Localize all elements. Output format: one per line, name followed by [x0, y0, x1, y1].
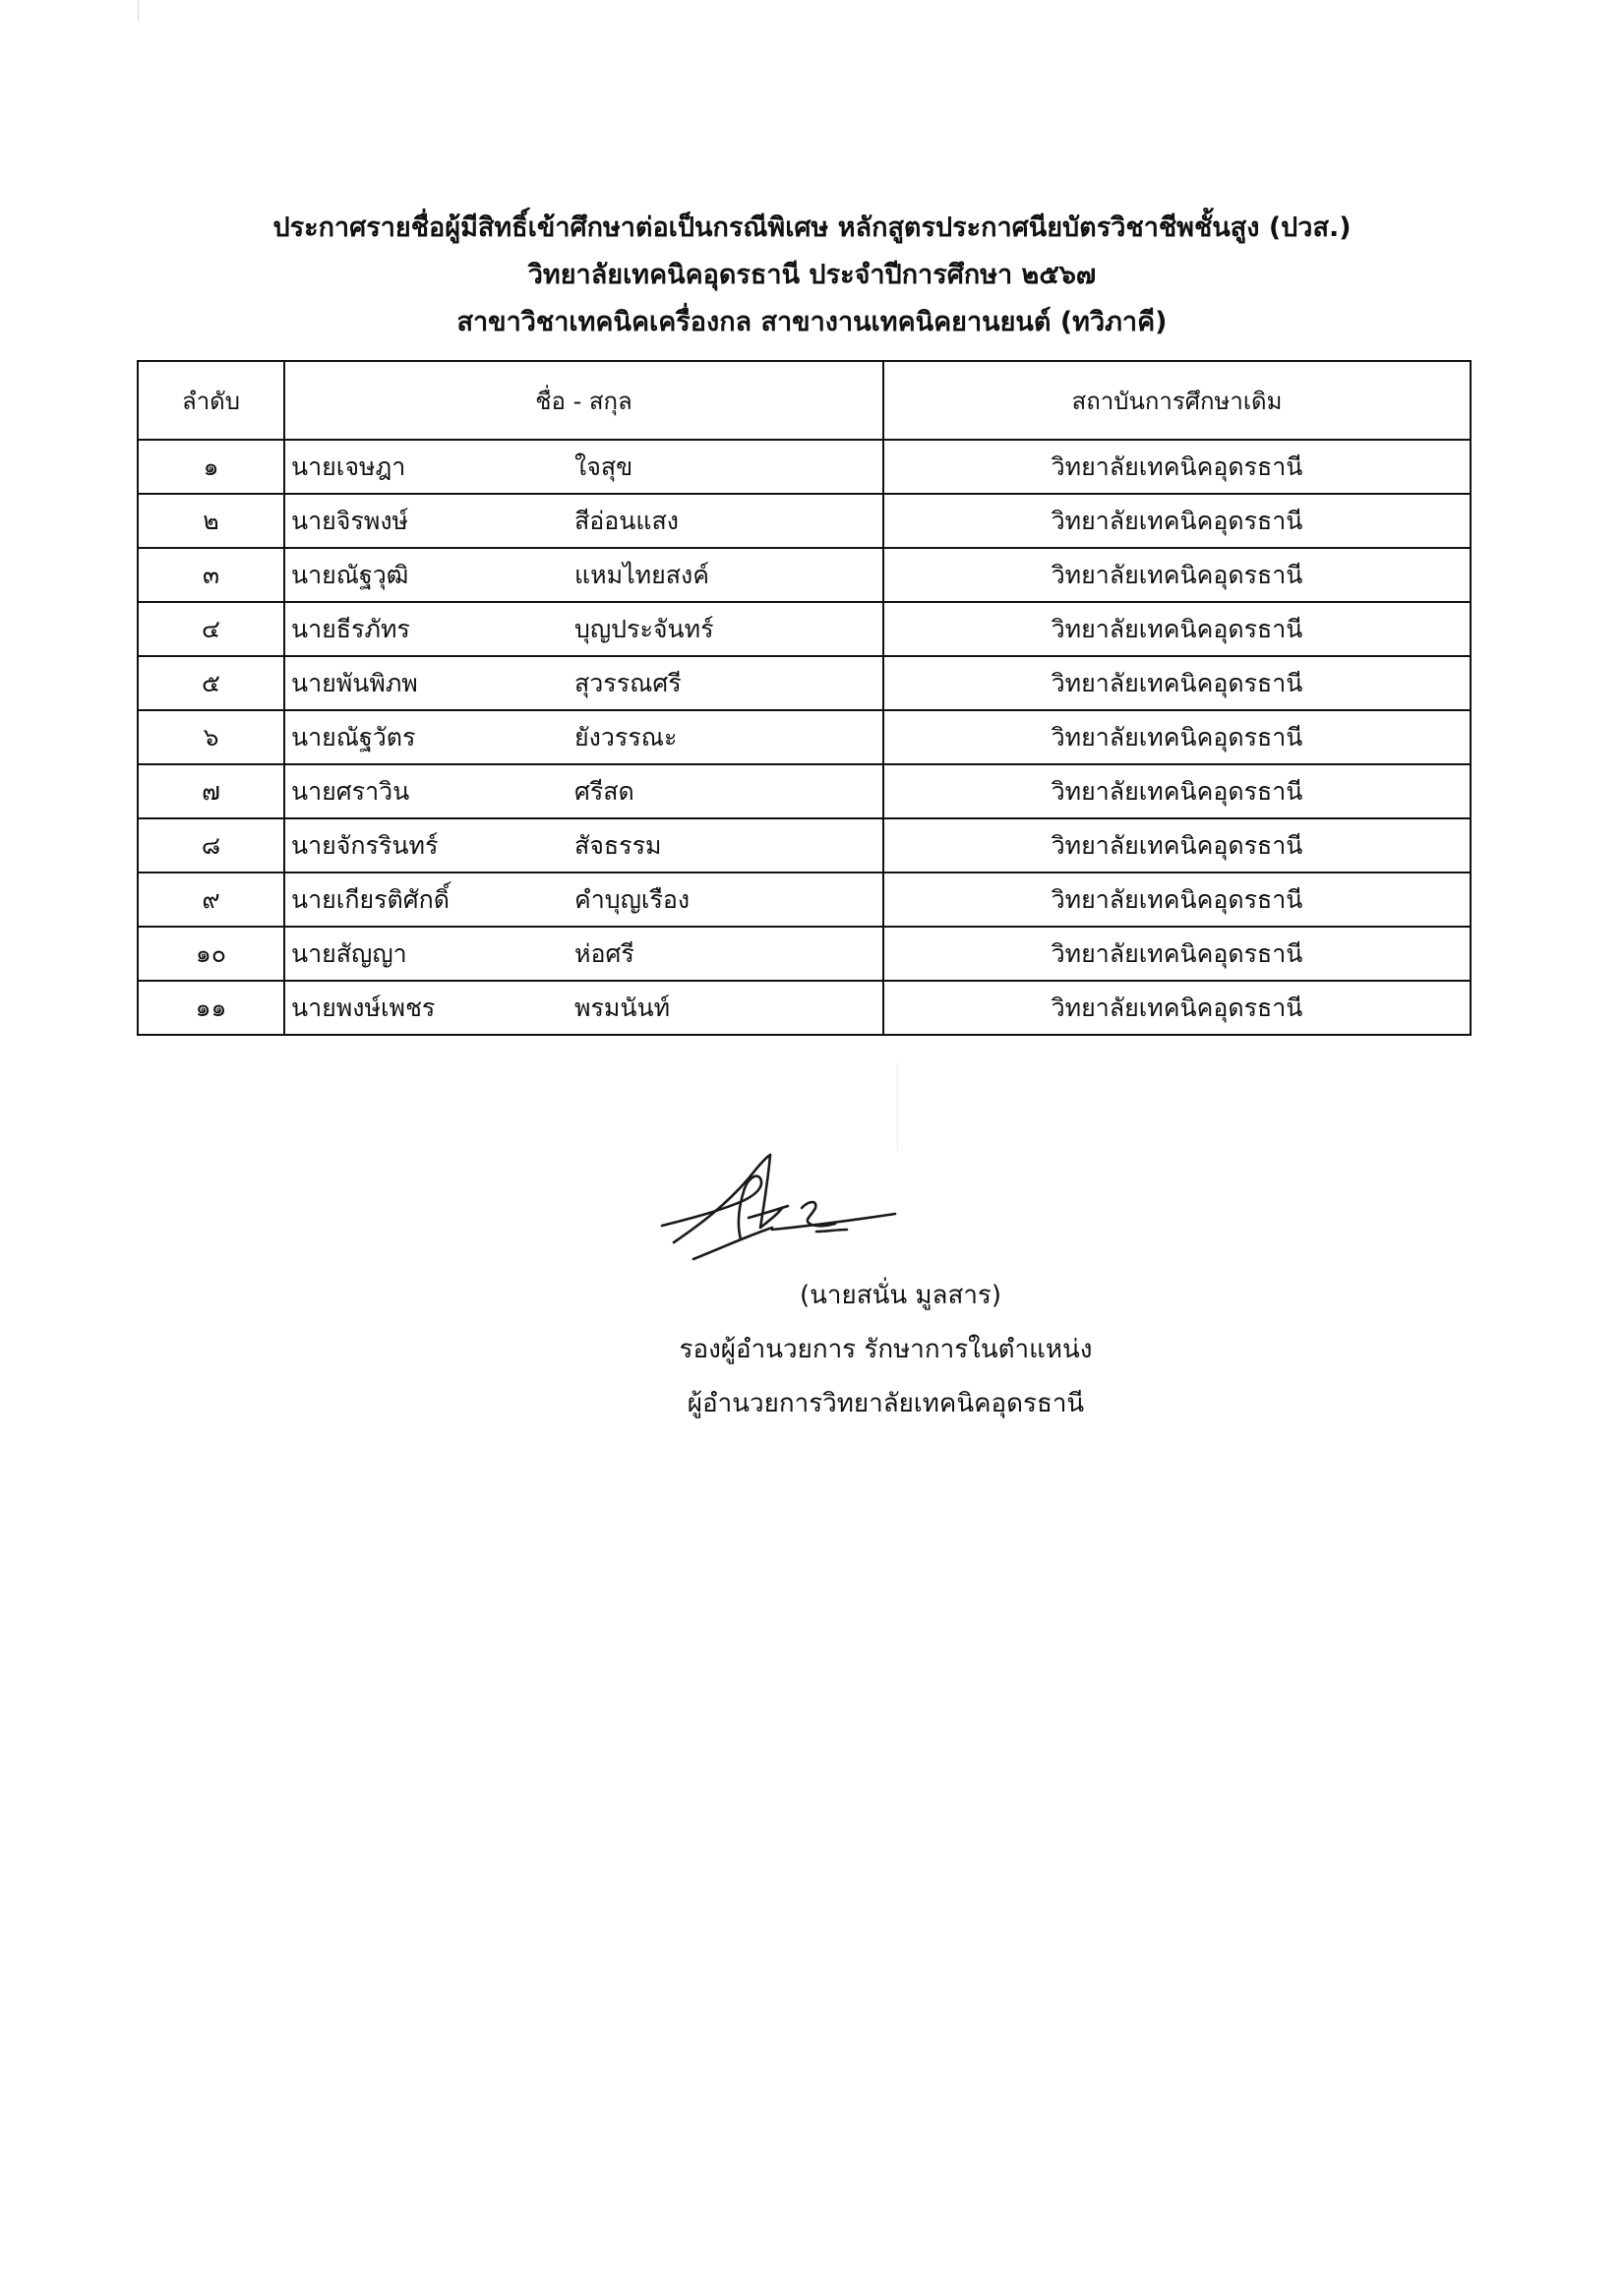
previous-institution: วิทยาลัยเทคนิคอุดรธานี [883, 602, 1471, 656]
previous-institution: วิทยาลัยเทคนิคอุดรธานี [883, 656, 1471, 710]
row-number: ๑๐ [138, 927, 284, 981]
student-last-name: ใจสุข [574, 452, 633, 481]
student-last-name: พรมนันท์ [574, 993, 671, 1022]
table-row [138, 440, 1471, 494]
table-row [138, 494, 1471, 548]
table-row [138, 873, 1471, 927]
student-first-name: นายจักรรินทร์ [291, 830, 439, 860]
scan-artifact [138, 0, 139, 22]
row-number: ๑ [138, 440, 284, 494]
previous-institution: วิทยาลัยเทคนิคอุดรธานี [883, 440, 1471, 494]
row-number: ๙ [138, 873, 284, 927]
previous-institution: วิทยาลัยเทคนิคอุดรธานี [883, 710, 1471, 764]
student-name [284, 981, 883, 1035]
row-number: ๓ [138, 548, 284, 602]
student-list-table [137, 360, 1472, 1036]
table-body [138, 440, 1471, 1035]
previous-institution: วิทยาลัยเทคนิคอุดรธานี [883, 927, 1471, 981]
student-first-name: นายศราวิน [291, 776, 410, 806]
table-row [138, 548, 1471, 602]
student-first-name: นายเกียรติศักดิ์ [291, 884, 451, 914]
row-number: ๑๑ [138, 981, 284, 1035]
student-name [284, 927, 883, 981]
student-last-name: ห่อศรี [574, 938, 634, 968]
student-last-name: แหมไทยสงค์ [574, 560, 709, 589]
row-number: ๗ [138, 764, 284, 818]
student-first-name: นายจิรพงษ์ [291, 506, 409, 535]
table-header-row [138, 361, 1471, 440]
student-name [284, 656, 883, 710]
student-first-name: นายพันพิภพ [291, 668, 418, 697]
student-last-name: สุวรรณศรี [574, 668, 682, 697]
student-last-name: บุญประจันทร์ [574, 614, 714, 643]
signer-position-acting-for: ผู้อำนวยการวิทยาลัยเทคนิคอุดรธานี [687, 1389, 1085, 1418]
college-and-year: วิทยาลัยเทคนิคอุดรธานี ประจำปีการศึกษา ๒๕๖๗ [527, 260, 1097, 290]
student-name [284, 710, 883, 764]
student-last-name: ยังวรรณะ [574, 722, 678, 752]
student-name [284, 873, 883, 927]
table-row [138, 818, 1471, 873]
student-name [284, 440, 883, 494]
table-row [138, 710, 1471, 764]
department-and-program: สาขาวิชาเทคนิคเครื่องกล สาขางานเทคนิคยานยนต์ (ทวิภาคี) [456, 307, 1168, 337]
table-row [138, 602, 1471, 656]
student-first-name: นายณัฐวัตร [291, 722, 416, 752]
student-name [284, 602, 883, 656]
previous-institution: วิทยาลัยเทคนิคอุดรธานี [883, 764, 1471, 818]
document-header [0, 205, 1624, 346]
student-name [284, 494, 883, 548]
previous-institution: วิทยาลัยเทคนิคอุดรธานี [883, 548, 1471, 602]
table-row [138, 656, 1471, 710]
row-number: ๘ [138, 818, 284, 873]
row-number: ๖ [138, 710, 284, 764]
student-last-name: ศรีสด [574, 776, 634, 806]
student-name [284, 818, 883, 873]
announcement-title: ประกาศรายชื่อผู้มีสิทธิ์เข้าศึกษาต่อเป็นกรณีพิเศษ หลักสูตรประกาศนียบัตรวิชาชีพชั้นสูง (ปวส.) [272, 212, 1352, 243]
signer-name: (นายสนั่น มูลสาร) [799, 1281, 1002, 1310]
row-number: ๕ [138, 656, 284, 710]
column-header-school: สถาบันการศึกษาเดิม [883, 361, 1471, 440]
student-first-name: นายสัญญา [291, 938, 407, 968]
student-last-name: สัจธรรม [574, 830, 662, 860]
row-number: ๔ [138, 602, 284, 656]
table-row [138, 981, 1471, 1035]
column-header-no: ลำดับ [138, 361, 284, 440]
student-first-name: นายพงษ์เพชร [291, 993, 436, 1022]
previous-institution: วิทยาลัยเทคนิคอุดรธานี [883, 818, 1471, 873]
table-row [138, 927, 1471, 981]
previous-institution: วิทยาลัยเทคนิคอุดรธานี [883, 873, 1471, 927]
column-header-name: ชื่อ - สกุล [284, 361, 883, 440]
signature-image [654, 1149, 910, 1272]
signer-block [0, 1269, 1624, 1431]
student-name [284, 764, 883, 818]
table-row [138, 764, 1471, 818]
scan-artifact [897, 1062, 898, 1151]
student-name [284, 548, 883, 602]
previous-institution: วิทยาลัยเทคนิคอุดรธานี [883, 981, 1471, 1035]
student-last-name: สีอ่อนแสง [574, 506, 679, 535]
previous-institution: วิทยาลัยเทคนิคอุดรธานี [883, 494, 1471, 548]
row-number: ๒ [138, 494, 284, 548]
student-first-name: นายณัฐวุฒิ [291, 560, 409, 589]
student-last-name: คำบุญเรือง [574, 884, 691, 914]
student-first-name: นายเจษฎา [291, 452, 406, 481]
student-first-name: นายธีรภัทร [291, 614, 410, 643]
signer-position: รองผู้อำนวยการ รักษาการในตำแหน่ง [679, 1335, 1093, 1364]
